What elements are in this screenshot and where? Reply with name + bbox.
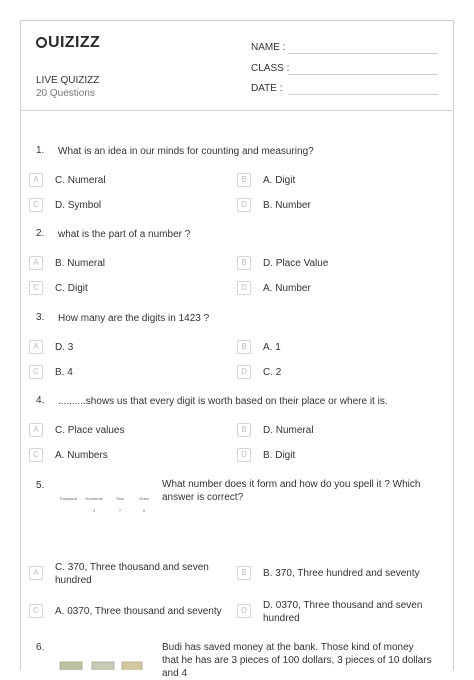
date-field[interactable] (251, 83, 282, 94)
question-number: 4. (36, 395, 45, 406)
money-stack (60, 662, 82, 670)
option-letter: C (29, 281, 43, 295)
option-text: D. 3 (55, 342, 74, 353)
name-line (288, 53, 438, 54)
name-field[interactable] (251, 42, 285, 53)
date-line (288, 94, 438, 95)
option-letter: C (29, 198, 43, 212)
option-letter: C (29, 365, 43, 379)
name-label: NAME : (251, 42, 286, 53)
option-letter: D (237, 604, 251, 618)
brand-logo (36, 34, 100, 52)
question-text: what is the part of a number ? (58, 229, 191, 240)
option-text: C. Numeral (55, 175, 106, 186)
worksheet-header (21, 21, 455, 111)
option-letter: D (237, 198, 251, 212)
place-label: Thousand (59, 496, 77, 501)
question-count: 20 Questions (36, 88, 95, 99)
question-number: 5. (36, 480, 45, 491)
option-letter: D (237, 365, 251, 379)
place-digit: 7 (118, 508, 122, 513)
option-text: B. 370, Three hundred and seventy (263, 568, 420, 579)
header-divider (21, 110, 453, 111)
place-digit: 3 (92, 508, 96, 513)
option-text: B. Digit (263, 450, 296, 461)
brand-name: UIZIZZ (48, 34, 101, 51)
question-text: What is an idea in our minds for counting and measuring? (58, 146, 314, 157)
option-text: C. Place values (55, 425, 125, 436)
option-letter: B (237, 340, 251, 354)
class-field[interactable] (251, 63, 289, 74)
option-letter: B (237, 423, 251, 437)
question-number: 6. (36, 642, 45, 653)
question-text: ..........shows us that every digit is worth based on their place or where it is. (58, 396, 388, 407)
option-letter: C (29, 604, 43, 618)
question-text: How many are the digits in 1423 ? (58, 313, 210, 324)
question-number: 2. (36, 228, 45, 239)
option-text: A. 1 (263, 342, 281, 353)
option-text: A. Numbers (55, 450, 108, 461)
place-digit: 0 (142, 508, 146, 513)
option-text: B. Numeral (55, 258, 106, 269)
option-letter: B (237, 173, 251, 187)
date-label: DATE : (251, 83, 283, 94)
option-text: B. Number (263, 200, 311, 211)
option-text: D. Symbol (55, 200, 102, 211)
option-letter: A (29, 566, 43, 580)
option-text: D. Numeral (263, 425, 314, 436)
place-label: Hundreds (85, 496, 103, 501)
option-text: A. 0370, Three thousand and seventy (55, 606, 222, 617)
option-text: C. 370, Three thousand and seven hundred (55, 562, 209, 586)
option-text: C. 2 (263, 367, 282, 378)
option-letter: A (29, 173, 43, 187)
option-letter: D (237, 281, 251, 295)
option-letter: A (29, 340, 43, 354)
option-letter: B (237, 256, 251, 270)
option-letter: C (29, 448, 43, 462)
option-letter: A (29, 423, 43, 437)
option-letter: B (237, 566, 251, 580)
place-value-image (56, 490, 156, 520)
class-line (288, 74, 438, 75)
option-text: C. Digit (55, 283, 88, 294)
option-text: A. Digit (263, 175, 296, 186)
question-text: Budi has saved money at the bank. Those kind of money that he has are 3 pieces of 100 dollars, 3 pieces of 10 dollars and 4 (162, 642, 432, 679)
logo-q-ring-icon (36, 37, 47, 48)
money-image (56, 650, 156, 670)
place-label: Ones (139, 496, 149, 501)
option-text: A. Number (263, 283, 311, 294)
question-number: 3. (36, 312, 45, 323)
class-label: CLASS : (251, 63, 290, 74)
place-label: Tens (115, 496, 125, 501)
option-letter: D (237, 448, 251, 462)
question-text: What number does it form and how do you spell it ? Which answer is correct? (162, 479, 421, 503)
quiz-type-label: LIVE QUIZIZZ (36, 75, 100, 86)
option-text: B. 4 (55, 367, 73, 378)
option-text: D. 0370, Three thousand and seven hundred (263, 600, 423, 624)
question-number: 1. (36, 145, 45, 156)
option-text: D. Place Value (263, 258, 329, 269)
option-letter: A (29, 256, 43, 270)
money-stack (122, 662, 142, 670)
money-stack (92, 662, 114, 670)
